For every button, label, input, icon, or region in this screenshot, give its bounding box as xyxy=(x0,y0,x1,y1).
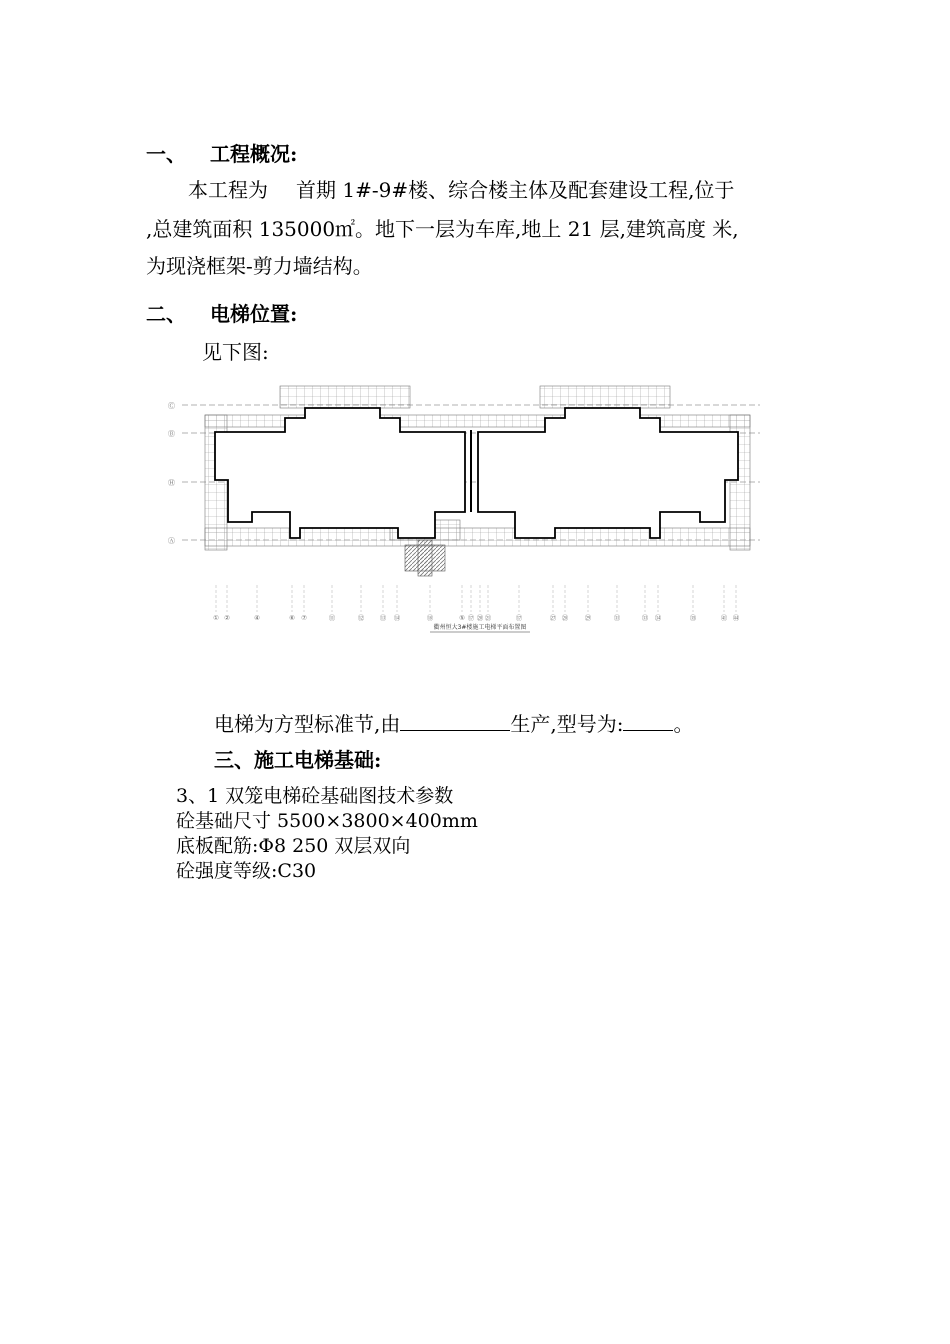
axis-col-label: ④ xyxy=(254,614,260,622)
manufacturer-blank xyxy=(400,710,510,731)
elevator-sentence xyxy=(214,708,693,737)
axis-col-label: ① xyxy=(213,614,219,622)
axis-col-label: ⑰ xyxy=(515,614,523,622)
elevator-sentence-part2: 生产,型号为: xyxy=(510,712,624,736)
param-line: 砼基础尺寸 5500×3800×400mm xyxy=(176,810,478,832)
param-line: 底板配筋:Φ8 250 双层双向 xyxy=(176,835,411,857)
axis-col-label: ⑬ xyxy=(379,614,387,622)
section1-heading-num: 一、 xyxy=(146,142,186,166)
section1-heading xyxy=(146,138,297,167)
param-line: 3、1 双笼电梯砼基础图技术参数 xyxy=(176,785,454,807)
section2-heading-text: 电梯位置: xyxy=(210,302,298,326)
section1-heading-text: 工程概况: xyxy=(210,142,298,166)
axis-row-label: Ⓐ xyxy=(168,537,175,545)
axis-col-label: ⑦ xyxy=(301,614,307,622)
axis-row-label: Ⓑ xyxy=(168,430,175,438)
axis-col-label: ⑤ xyxy=(459,614,465,622)
model-blank xyxy=(623,710,673,731)
building-left-outline xyxy=(215,408,465,538)
elevator-sentence-part1: 电梯为方型标准节,由 xyxy=(214,712,401,736)
axis-col-label: ㉟ xyxy=(689,614,697,622)
axis-col-label: ⑰ xyxy=(467,614,475,622)
section3-params xyxy=(176,784,478,884)
axis-col-label: ⑳ xyxy=(476,614,484,622)
section1-line2: ,总建筑面积 135000㎡。地下一层为车库,地上 21 层,建筑高度 米, xyxy=(146,217,739,241)
section1-line1-b: 首期 1#-9#楼、综合楼主体及配套建设工程,位于 xyxy=(296,178,735,202)
axis-col-label: ⑭ xyxy=(393,614,401,622)
axis-col-label: ㊶ xyxy=(720,614,728,622)
axis-row-labels xyxy=(168,401,175,545)
axis-col-label: ② xyxy=(224,614,230,622)
axis-col-label: ⑱ xyxy=(426,614,434,622)
axis-row-label: Ⓒ xyxy=(168,402,175,410)
section1-line1 xyxy=(188,174,734,203)
section3-heading: 三、施工电梯基础: xyxy=(214,748,382,772)
axis-col-label: ⑫ xyxy=(357,614,365,622)
section1-line3: 为现浇框架-剪力墙结构。 xyxy=(146,254,373,278)
axis-col-label: ㉗ xyxy=(549,614,557,622)
elevator-floor-plan xyxy=(160,380,770,640)
axis-col-labels xyxy=(213,613,740,622)
axis-col-label: ㉘ xyxy=(561,614,569,622)
elevator-location xyxy=(405,540,445,576)
elevator-sentence-part3: 。 xyxy=(673,712,694,736)
section1-line1-a: 本工程为 xyxy=(188,178,268,202)
axis-col-label: ㊹ xyxy=(732,614,740,622)
axis-col-label: ㉑ xyxy=(484,614,492,622)
axis-row-label: Ⓗ xyxy=(168,479,175,487)
section2-intro: 见下图: xyxy=(202,340,269,364)
param-line: 砼强度等级:C30 xyxy=(176,860,317,882)
building-right-outline xyxy=(478,408,738,538)
section2-heading-num: 二、 xyxy=(146,302,186,326)
axis-col-label: ㉞ xyxy=(654,614,662,622)
axis-col-lines xyxy=(216,585,736,612)
axis-col-label: ㉛ xyxy=(613,614,621,622)
axis-col-label: ⑥ xyxy=(289,614,295,622)
drawing-caption: 衢州恒大3#楼施工电梯平面布置图 xyxy=(433,624,527,631)
section2-heading xyxy=(146,298,297,327)
axis-col-label: ⑪ xyxy=(328,614,336,622)
axis-col-label: ㉝ xyxy=(641,614,649,622)
axis-col-label: ㉙ xyxy=(584,614,592,622)
